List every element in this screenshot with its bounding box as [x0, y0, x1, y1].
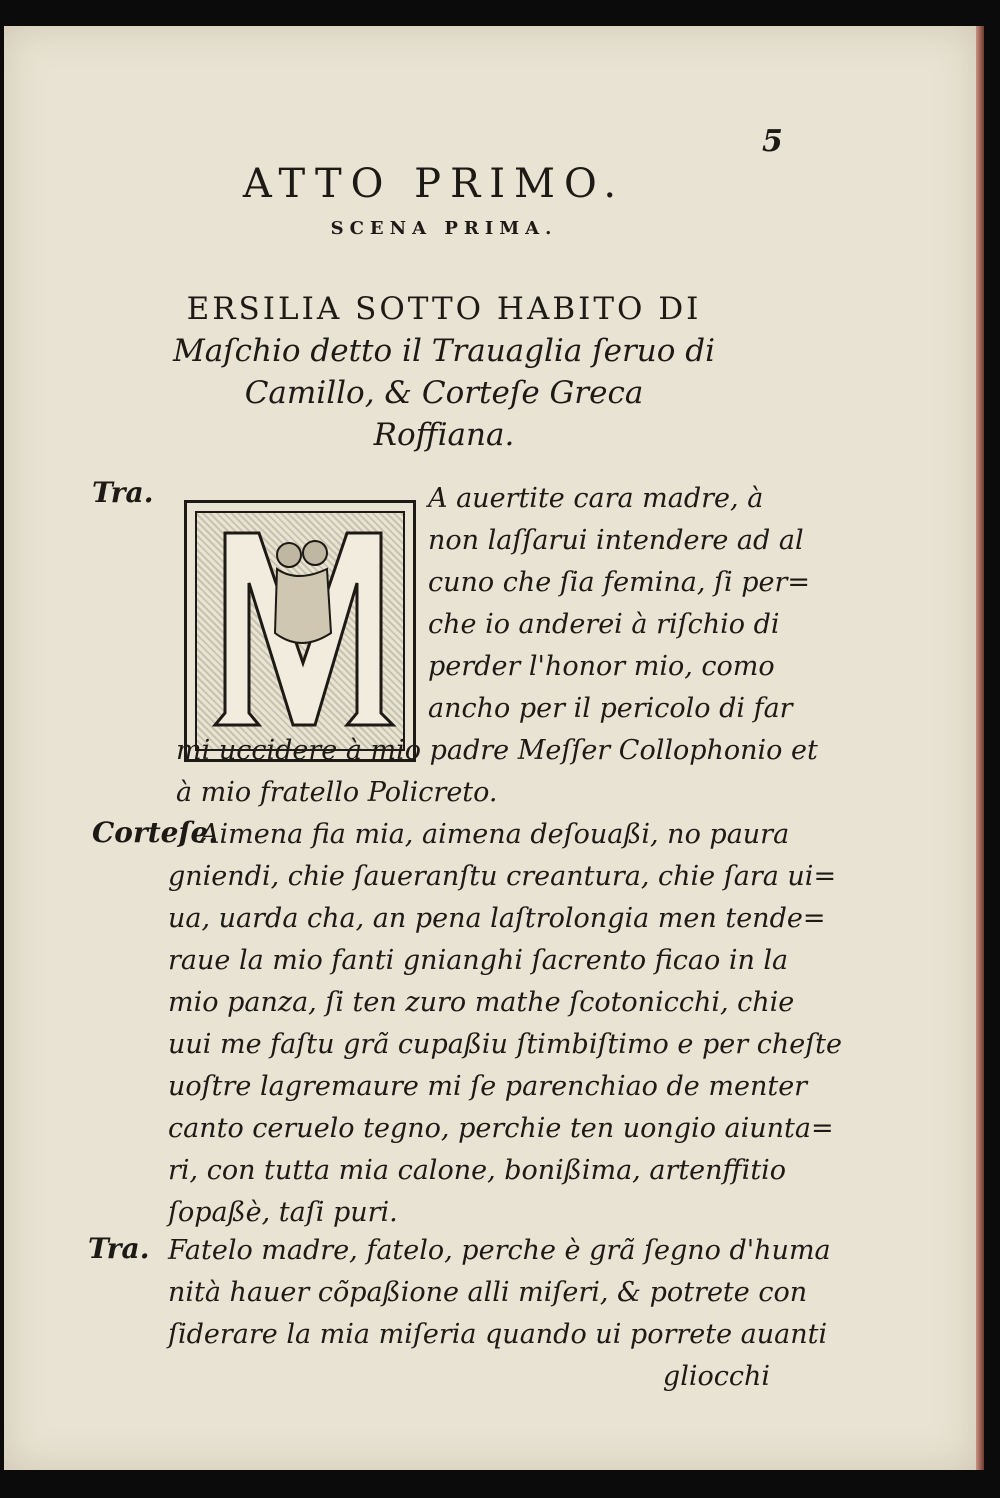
text-line: perder l'honor mio, como	[428, 651, 775, 682]
act-title: ATTO PRIMO.	[242, 161, 626, 207]
speaker-label-cortese: Corteſe.	[92, 816, 219, 849]
text-line: uui me faſtu grã cupaßiu ſtimbiſtimo e per cheſte	[168, 1029, 843, 1060]
character-heading	[124, 288, 764, 456]
woodcut-initial-m-icon	[184, 500, 416, 762]
text-line: A auertite cara madre, à	[428, 483, 764, 514]
character-heading-line: Camillo, & Corteſe Greca	[244, 375, 644, 411]
text-line: ancho per il pericolo di far	[428, 693, 793, 724]
speech-text	[168, 1230, 831, 1356]
page-number: 5	[762, 124, 783, 159]
speaker-label-tra: Tra.	[88, 1232, 150, 1265]
speech-text-continued	[176, 730, 818, 814]
text-line: canto ceruelo tegno, perchie ten uongio aiunta=	[168, 1113, 834, 1144]
text-line: cuno che ſia femina, ſi per=	[428, 567, 810, 598]
text-line: gniendi, chie ſaueranſtu creantura, chie ſara ui=	[168, 861, 837, 892]
text-line: uoſtre lagremaure mi ſe parenchiao de menter	[168, 1071, 808, 1102]
text-line: Aimena fia mia, aimena deſouaßi, no paura	[200, 819, 790, 850]
scene-title: SCENA PRIMA.	[330, 218, 558, 239]
text-line: ua, uarda cha, an pena laſtrolongia men tende=	[168, 903, 826, 934]
text-line: che io anderei à riſchio di	[428, 609, 780, 640]
speech-text	[428, 478, 810, 730]
text-line: mi uccidere à mio padre Meſſer Collophonio et	[176, 735, 818, 766]
speech-text	[200, 814, 789, 856]
woodcut-initial-frame	[195, 511, 405, 751]
initial-letter-m-icon	[197, 513, 405, 751]
text-line: mio panza, ſi ten zuro mathe ſcotonicchi, chie	[168, 987, 795, 1018]
text-line: Fatelo madre, fatelo, perche è grã ſegno d'huma	[168, 1235, 831, 1266]
page-edge	[976, 26, 984, 1470]
text-line: nità hauer cõpaßione alli miſeri, & potrete con	[168, 1277, 808, 1308]
book-page	[4, 26, 976, 1470]
text-line: ri, con tutta mia calone, bonißima, artenffitio	[168, 1155, 787, 1186]
text-line: raue la mio fanti gnianghi ſacrento ficao in la	[168, 945, 789, 976]
text-line: ſiderare la mia miſeria quando ui porrete auanti	[168, 1319, 828, 1350]
speaker-label-tra: Tra.	[92, 476, 154, 509]
character-heading-line: Roffiana.	[373, 417, 515, 453]
catchword: gliocchi	[662, 1361, 770, 1392]
text-line: à mio fratello Policreto.	[176, 777, 498, 808]
text-line: ſopaßè, taſi puri.	[168, 1197, 398, 1228]
character-heading-line: ERSILIA SOTTO HABITO DI	[186, 291, 702, 327]
speech-text-continued	[168, 856, 842, 1234]
text-line: non laſſarui intendere ad al	[428, 525, 804, 556]
character-heading-line: Maſchio detto il Trauaglia ſeruo di	[172, 333, 716, 369]
